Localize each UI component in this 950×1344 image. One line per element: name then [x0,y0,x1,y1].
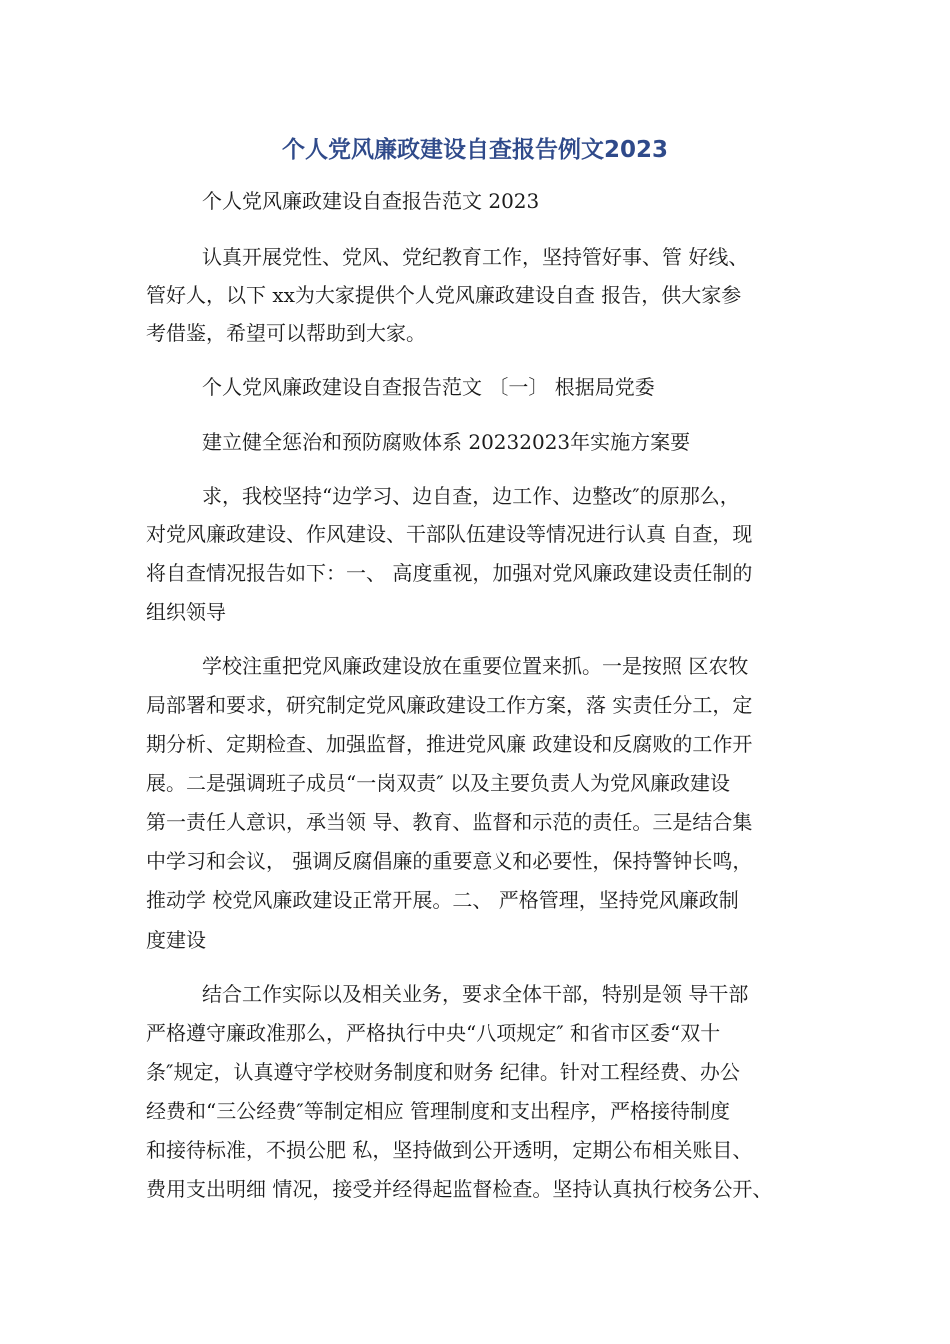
body-line: 中学习和会议， 强调反腐倡廉的重要意义和必要性，保持警钟长鸣， [146,849,753,873]
body-line: 局部署和要求，研究制定党风廉政建设工作方案，落 实责任分工，定 [146,693,753,717]
body-line: 管好人，以下 xx为大家提供个人党风廉政建设自查 报告，供大家参 [146,283,742,307]
body-line: 和接待标准，不损公肥 私，坚持做到公开透明，定期公布相关账目、 [146,1138,753,1162]
body-line: 组织领导 [146,600,226,624]
body-line: 个人党风廉政建设自查报告范文 〔一〕 根据局党委 [202,375,655,399]
body-line: 展。二是强调班子成员“一岗双责″ 以及主要负责人为党风廉政建设 [146,771,731,795]
body-line: 求，我校坚持“边学习、边自查，边工作、边整改″的原那么， [202,484,740,508]
body-line: 对党风廉政建设、作风建设、干部队伍建设等情况进行认真 自查，现 [146,522,753,546]
body-line: 条″规定，认真遵守学校财务制度和财务 纪律。针对工程经费、办公 [146,1060,740,1084]
subtitle-line: 个人党风廉政建设自查报告范文 2023 [202,189,540,213]
document-title: 个人党风廉政建设自查报告例文2023 [281,137,668,163]
body-line: 建立健全惩治和预防腐败体系 20232023年实施方案要 [202,430,691,454]
body-line: 期分析、定期检查、加强监督，推进党风廉 政建设和反腐败的工作开 [146,732,753,756]
body-line: 结合工作实际以及相关业务，要求全体干部，特别是领 导干部 [202,982,749,1006]
body-line: 第一责任人意识，承当领 导、教育、监督和示范的责任。三是结合集 [146,810,753,834]
body-line: 严格遵守廉政准那么，严格执行中央“八项规定″ 和省市区委“双十 [146,1021,721,1045]
body-line: 经费和“三公经费″等制定相应 管理制度和支出程序，严格接待制度 [146,1099,731,1123]
body-line: 费用支出明细 情况，接受并经得起监督检查。坚持认真执行校务公开、 [146,1177,773,1201]
body-line: 认真开展党性、党风、党纪教育工作，坚持管好事、管 好线、 [202,245,749,269]
body-line: 学校注重把党风廉政建设放在重要位置来抓。一是按照 区农牧 [202,654,749,678]
body-line: 将自查情况报告如下：一、 高度重视，加强对党风廉政建设责任制的 [146,561,753,585]
body-line: 考借鉴，希望可以帮助到大家。 [146,321,426,345]
body-line: 度建设 [146,928,206,952]
body-line: 推动学 校党风廉政建设正常开展。二、 严格管理，坚持党风廉政制 [146,888,739,912]
